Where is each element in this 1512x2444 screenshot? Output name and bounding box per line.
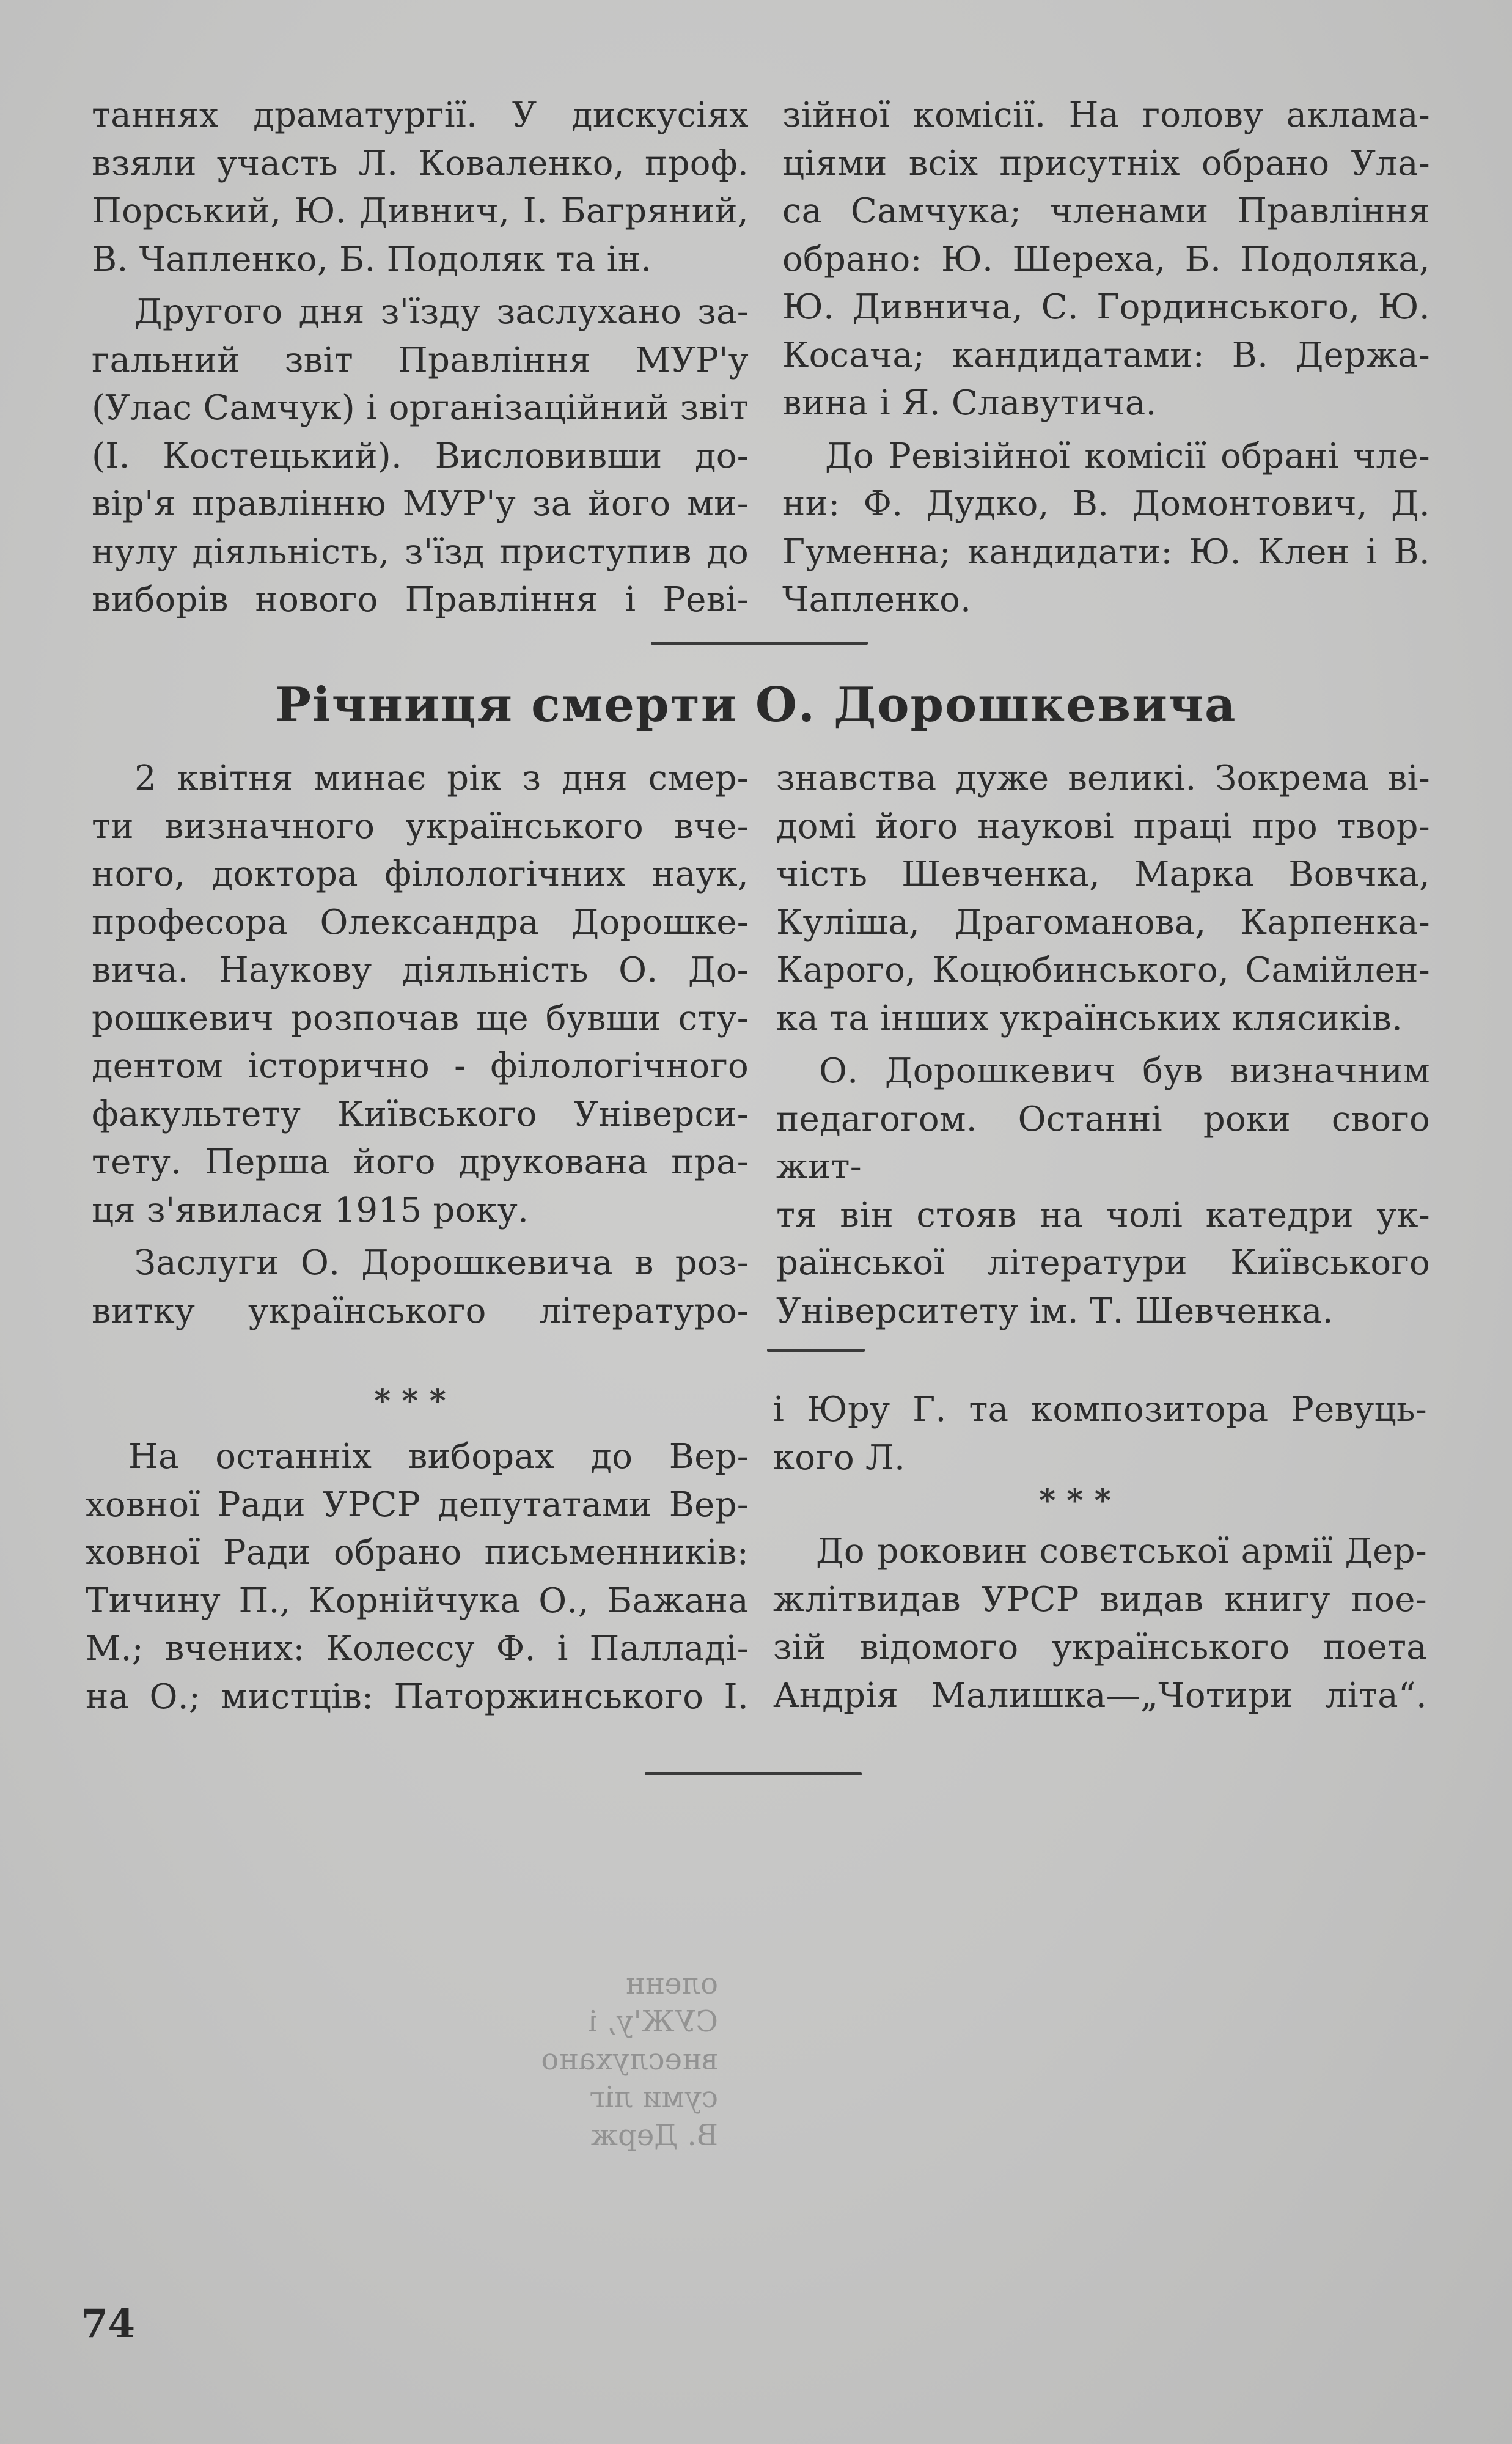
text-line: раїнської літератури Київського <box>776 1243 1430 1283</box>
text-line: ціями всіх присутніх обрано Ула- <box>782 143 1430 183</box>
text-line: кого Л. <box>773 1437 906 1478</box>
text-line: Тичину П., Корнійчука О., Бажана <box>86 1580 749 1621</box>
text-line: вича. Наукову діяльність О. До- <box>92 950 749 990</box>
text-line: 2 квітня минає рік з дня смер- <box>134 758 749 798</box>
text-line: дентом історично - філологічного <box>92 1046 749 1086</box>
text-line: (Улас Самчук) і організаційний звіт <box>92 388 749 428</box>
notes-left-column <box>86 1433 749 1721</box>
text-line: вір'я правлінню МУР'у за його ми- <box>92 484 749 524</box>
bleed-line: В. Держ <box>590 2118 718 2152</box>
text-line: знавства дуже великі. Зокрема ві- <box>776 758 1430 798</box>
text-line: нулу діяльність, з'їзд приступив до <box>92 532 749 572</box>
text-line: Університету ім. Т. Шевченка. <box>776 1291 1334 1331</box>
text-line: чість Шевченка, Марка Вовчка, <box>776 854 1430 894</box>
text-line: зійної комісії. На голову аклама- <box>782 95 1430 135</box>
article-title: Річниця смерти О. Дорошкевича <box>275 677 1237 733</box>
bleed-line: оленн <box>625 1967 718 2001</box>
text-line: са Самчука; членами Правління <box>782 191 1430 231</box>
text-line: домі його наукові праці про твор- <box>776 806 1430 846</box>
text-line: ця з'явилася 1915 року. <box>92 1190 529 1230</box>
text-line: гальний звіт Правління МУР'у <box>92 340 749 380</box>
text-line: Карого, Коцюбинського, Самійлен- <box>776 950 1430 990</box>
text-line: О. Дорошкевич був визначним <box>819 1051 1430 1091</box>
text-line: і Юру Г. та композитора Ревуць- <box>773 1390 1427 1429</box>
text-line: виборів нового Правління і Реві- <box>92 580 749 620</box>
asterism: * * * <box>374 1382 446 1420</box>
text-line: Заслуги О. Дорошкевича в роз- <box>134 1243 749 1283</box>
text-line: на О.; мистців: Паторжинського І. <box>86 1676 749 1717</box>
notes-right-column-b <box>773 1528 1427 1720</box>
text-line: ховної Ради УРСР депутатами Вер- <box>86 1484 749 1525</box>
text-line: Куліша, Драгоманова, Карпенка- <box>776 902 1430 942</box>
section-divider <box>651 642 868 645</box>
bleed-line: внеслухано <box>541 2042 718 2077</box>
text-line: Другого дня з'їзду заслухано за- <box>134 292 749 332</box>
asterism: * * * <box>1039 1482 1111 1519</box>
section-divider <box>767 1349 865 1352</box>
article-right-column <box>776 755 1430 1335</box>
text-line: рошкевич розпочав ще бувши сту- <box>92 998 749 1038</box>
text-line: ка та інших українських клясиків. <box>776 998 1403 1038</box>
text-line: зій відомого українського поета <box>773 1627 1427 1667</box>
text-line: вина і Я. Славутича. <box>782 383 1157 423</box>
text-line: ного, доктора філологічних наук, <box>92 854 749 894</box>
text-line: В. Чапленко, Б. Подоляк та ін. <box>92 239 652 279</box>
text-line: ти визначного українського вче- <box>92 806 749 846</box>
text-line: педагогом. Останні роки свого жит- <box>776 1099 1430 1187</box>
section1-right-column <box>782 92 1430 625</box>
text-line: До Ревізійної комісії обрані чле- <box>825 436 1430 476</box>
section1-left-column <box>92 92 749 625</box>
text-line: Чапленко. <box>782 580 972 620</box>
text-line: таннях драматургії. У дискусіях <box>92 95 749 135</box>
text-line: витку українського літературо- <box>92 1291 749 1331</box>
text-line: жлітвидав УРСР видав книгу пое- <box>773 1579 1427 1620</box>
text-line: (І. Костецький). Висловивши до- <box>92 436 749 476</box>
text-line: До роковин совєтської армії Дер- <box>816 1532 1427 1571</box>
bleed-line: суми ліг <box>589 2080 718 2115</box>
text-line: ни: Ф. Дудко, В. Домонтович, Д. <box>782 484 1430 524</box>
notes-right-column-a <box>773 1386 1427 1482</box>
section-divider <box>645 1772 862 1775</box>
text-line: факультету Київського Універси- <box>92 1094 749 1134</box>
text-line: ховної Ради обрано письменників: <box>86 1533 749 1572</box>
text-line: обрано: Ю. Шереха, Б. Подоляка, <box>782 239 1430 279</box>
text-line: На останніх виборах до Вер- <box>128 1437 749 1477</box>
text-line: Ю. Дивнича, С. Гординського, Ю. <box>782 287 1430 327</box>
page-number: 74 <box>81 2301 136 2347</box>
text-line: взяли участь Л. Коваленко, проф. <box>92 143 749 183</box>
text-line: Косача; кандидатами: В. Держа- <box>782 335 1430 375</box>
text-line: професора Олександра Дорошке- <box>92 902 749 942</box>
text-line: Порський, Ю. Дивнич, І. Багряний, <box>92 191 749 231</box>
article-left-column <box>92 755 749 1335</box>
bleed-through-text <box>523 1965 718 2154</box>
text-line: тету. Перша його друкована пра- <box>92 1142 749 1182</box>
text-line: Гуменна; кандидати: Ю. Клен і В. <box>782 532 1430 572</box>
text-line: Андрія Малишка—„Чотири літа“. <box>773 1675 1427 1716</box>
text-line: тя він стояв на чолі катедри ук- <box>776 1195 1430 1235</box>
text-line: М.; вчених: Колессу Ф. і Палладі- <box>86 1629 749 1668</box>
bleed-line: СУЖ'у, і <box>588 2005 718 2039</box>
